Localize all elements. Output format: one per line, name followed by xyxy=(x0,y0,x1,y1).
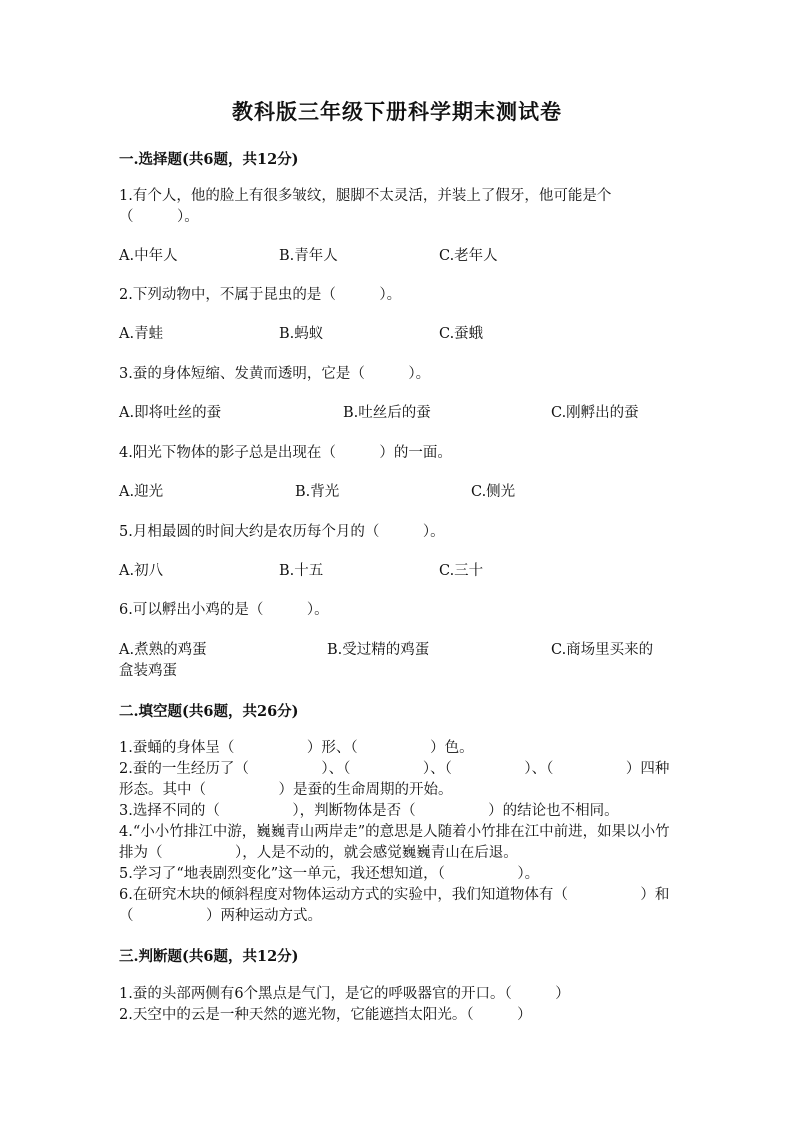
choice-question: 3.蚕的身体短缩、发黄而透明，它是（ ）。 xyxy=(119,366,431,382)
judge-question: 2.天空中的云是一种天然的遮光物，它能遮挡太阳光。（ ） xyxy=(119,1007,532,1023)
fill-question: 5.学习了“地表剧烈变化”这一单元，我还想知道，（ ）。 xyxy=(119,866,540,882)
choice-option-a: A.中年人 xyxy=(119,248,178,264)
choice-option-c-continued: 盒装鸡蛋 xyxy=(119,663,177,679)
choice-option-a: A.煮熟的鸡蛋 xyxy=(119,642,207,658)
choice-question: 6.可以孵出小鸡的是（ ）。 xyxy=(119,602,329,618)
choice-option-a: A.初八 xyxy=(119,563,164,579)
fill-question: 2.蚕的一生经历了（ ）、（ ）、（ ）、（ ）四种形态。其中（ ）是蚕的生命周期的开始。 xyxy=(119,761,670,798)
choice-option-a: A.迎光 xyxy=(119,484,164,500)
choice-option-c: C.蚕蛾 xyxy=(439,326,484,342)
choice-option-c: C.刚孵出的蚕 xyxy=(551,405,639,421)
judge-question: 1.蚕的头部两侧有6个黑点是气门，是它的呼吸器官的开口。（ ） xyxy=(119,986,570,1002)
fill-question: 4.“小小竹排江中游，巍巍青山两岸走”的意思是人随着小竹排在江中前进，如果以小竹排为（ ），人是不动的，就会感觉巍巍青山在后退。 xyxy=(119,824,670,861)
choice-option-c: C.商场里买来的 xyxy=(551,642,654,658)
choice-question: 4.阳光下物体的影子总是出现在（ ）的一面。 xyxy=(119,445,452,461)
page-title: 教科版三年级下册科学期末测试卷 xyxy=(232,99,562,124)
fill-question: 3.选择不同的（ ），判断物体是否（ ）的结论也不相同。 xyxy=(119,803,619,819)
section-heading-judge: 三.判断题(共6题，共12分) xyxy=(119,948,299,965)
choice-option-b: B.受过精的鸡蛋 xyxy=(327,642,430,658)
choice-option-b: B.蚂蚁 xyxy=(279,326,324,342)
choice-option-a: A.青蛙 xyxy=(119,326,164,342)
choice-question: 2.下列动物中，不属于昆虫的是（ ）。 xyxy=(119,287,402,303)
choice-question: 1.有个人，他的脸上有很多皱纹，腿脚不太灵活，并装上了假牙，他可能是个（ ）。 xyxy=(119,188,612,225)
choice-option-c: C.三十 xyxy=(439,563,484,579)
choice-option-a: A.即将吐丝的蚕 xyxy=(119,405,222,421)
choice-option-b: B.背光 xyxy=(295,484,340,500)
choice-option-b: B.十五 xyxy=(279,563,324,579)
fill-question: 1.蚕蛹的身体呈（ ）形、（ ）色。 xyxy=(119,740,474,756)
choice-option-b: B.吐丝后的蚕 xyxy=(343,405,431,421)
choice-option-c: C.老年人 xyxy=(439,248,498,264)
choice-option-c: C.侧光 xyxy=(471,484,516,500)
choice-question: 5.月相最圆的时间大约是农历每个月的（ ）。 xyxy=(119,524,445,540)
section-heading-choice: 一.选择题(共6题，共12分) xyxy=(119,151,299,168)
choice-option-b: B.青年人 xyxy=(279,248,338,264)
section-heading-fill: 二.填空题(共6题，共26分) xyxy=(119,703,299,720)
fill-question: 6.在研究木块的倾斜程度对物体运动方式的实验中，我们知道物体有（ ）和（ ）两种运动方式。 xyxy=(119,887,670,924)
